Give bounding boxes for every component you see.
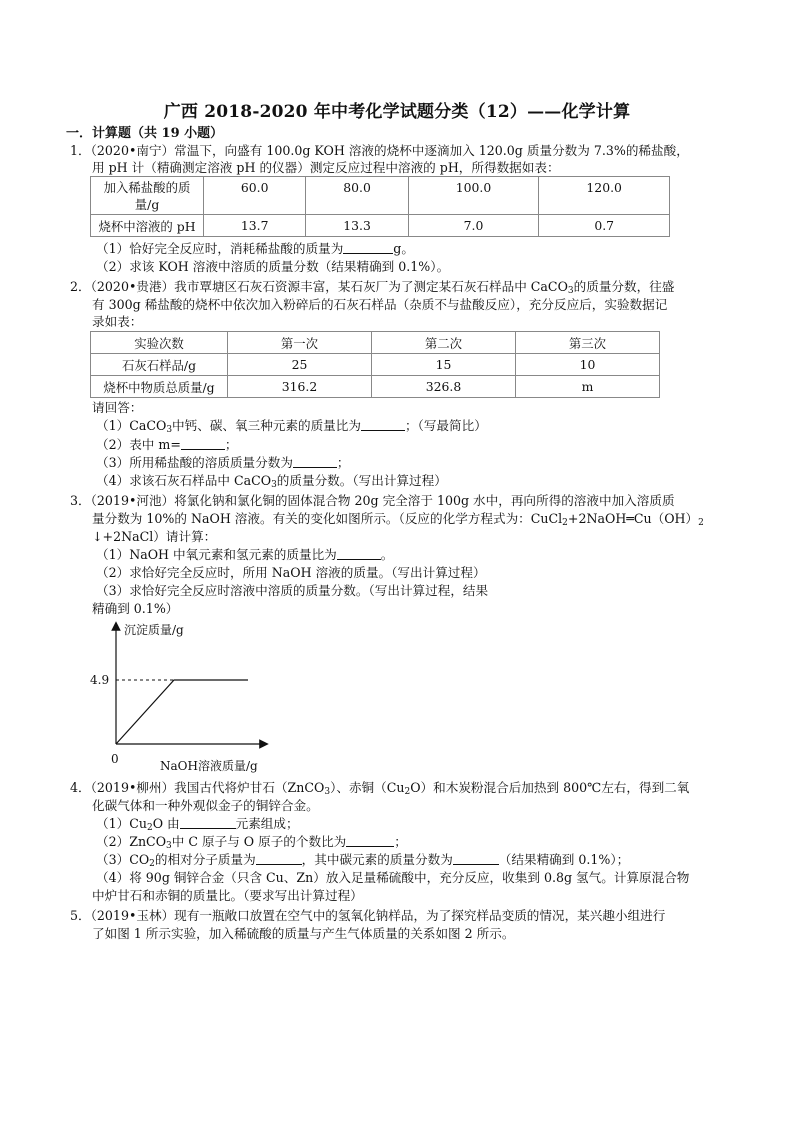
precipitate-curve: [116, 680, 248, 744]
answer-blank[interactable]: [181, 437, 225, 450]
q3-line2-text2: +2NaOH═Cu（OH）: [567, 511, 699, 526]
q2-table-cell: m: [516, 376, 660, 398]
x-axis-label: NaOH溶液质量/g: [160, 759, 258, 773]
q4-line1-text2: ）、赤铜（Cu: [330, 780, 405, 795]
subscript: 3: [166, 425, 173, 435]
q5-line1: 5．（2019•玉林）现有一瓶敞口放置在空气中的氢氧化钠样品，为了探究样品变质的情况，某兴趣小组进行: [70, 908, 666, 923]
subscript: 3: [567, 286, 574, 296]
subscript: 2: [562, 518, 568, 528]
q1-table-cell: 13.3: [306, 215, 408, 237]
q4-sub3-text: （3）CO: [96, 852, 150, 867]
y-tick-label: 4.9: [90, 673, 110, 687]
subscript: 3: [324, 787, 331, 797]
q1-table-cell: 80.0: [306, 177, 408, 215]
q1-table-cell: 60.0: [204, 177, 306, 215]
q1-line1: 1．（2020•南宁）常温下，向盛有 100.0g KOH 溶液的烧杯中逐滴加入 120.0g 质量分数为 7.3%的稀盐酸，: [70, 143, 689, 158]
answer-blank[interactable]: [343, 241, 393, 254]
q4-sub3-end: （结果精确到 0.1%）；: [498, 852, 630, 867]
q2-sub2: [96, 436, 237, 453]
q2-table-cell: 326.8: [372, 376, 516, 398]
q4-sub1-text2: O 由: [152, 816, 180, 831]
q2-sub4-text2: 的质量分数。（写出计算过程）: [276, 473, 447, 488]
q1-sub1: [96, 240, 414, 257]
q4-line1-text3: O）和木炭粉混合后加热到 800℃左右，得到二氧: [410, 780, 690, 795]
q2-table-cell: 烧杯中物质总质量/g: [91, 376, 228, 398]
q2-sub1-text2: 中钙、碳、氧三种元素的质量比为: [172, 418, 361, 433]
q2-sub2-text: （2）表中 m=: [96, 437, 181, 452]
q2-table-head: 第三次: [516, 332, 660, 354]
q1-table-cell: 0.7: [539, 215, 670, 237]
q2-table-head: 实验次数: [91, 332, 228, 354]
answer-blank[interactable]: [293, 455, 337, 468]
q1-table-row2-header: 烧杯中溶液的 pH: [91, 215, 204, 237]
q2-sub1-text: （1）CaCO: [96, 418, 167, 433]
q4-line1-text: 4．（2019•柳州）我国古代将炉甘石（ZnCO: [70, 780, 325, 795]
q5-line2: 了如图 1 所示实验，加入稀硫酸的质量与产生气体质量的关系如图 2 所示。: [92, 926, 515, 941]
q1-sub2: （2）求该 KOH 溶液中溶质的质量分数（结果精确到 0.1%）。: [96, 259, 450, 274]
q2-table-head: 第二次: [372, 332, 516, 354]
document-title: 广西 2018-2020 年中考化学试题分类（12）——化学计算: [163, 102, 631, 122]
answer-blank[interactable]: [346, 834, 394, 847]
subscript: 2: [698, 518, 704, 528]
q1-table-row1-header-a: 加入稀盐酸的质: [103, 179, 191, 195]
q1-table-cell: 120.0: [539, 177, 670, 215]
q1-table-row1-header: [91, 177, 204, 215]
subscript: 2: [149, 859, 155, 869]
q3-line1: 3．（2019•河池）将氯化钠和氯化铜的固体混合物 20g 完全溶于 100g 水中，再向所得的溶液中加入溶质质: [70, 493, 675, 508]
q4-sub2-text: （2）ZnCO: [96, 834, 167, 849]
answer-blank[interactable]: [337, 547, 381, 560]
q2-sub2-end: ；: [224, 437, 238, 452]
q2-line1-text: 2．（2020•贵港）我市覃塘区石灰石资源丰富，某石灰厂为了测定某石灰石样品中 CaCO: [70, 279, 568, 294]
q2-line2: 有 300g 稀盐酸的烧杯中依次加入粉碎后的石灰石样品（杂质不与盐酸反应），充分反应后，实验数据记: [92, 297, 668, 312]
q2-table-head: 第一次: [228, 332, 372, 354]
q1-line2: 用 pH 计（精确测定溶液 pH 的仪器）测定反应过程中溶液的 pH，所得数据如表：: [92, 160, 560, 175]
q3-sub1-end: 。: [380, 547, 394, 562]
q1-sub1-text: （1）恰好完全反应时，消耗稀盐酸的质量为: [96, 241, 344, 256]
q2-sub4: [96, 472, 447, 494]
q2-table-cell: 石灰石样品/g: [91, 354, 228, 376]
q3-line2-text: 量分数为 10%的 NaOH 溶液。有关的变化如图所示。（反应的化学方程式为：CuCl: [92, 511, 563, 526]
subscript: 3: [166, 841, 172, 851]
precipitate-graph: [86, 618, 286, 778]
q2-table-cell: 25: [228, 354, 372, 376]
q2-table-cell: 10: [516, 354, 660, 376]
q3-sub1: [96, 546, 393, 563]
q2-line3: 录如表：: [92, 314, 143, 329]
q3-sub3: （3）求恰好完全反应时溶液中溶质的质量分数。（写出计算过程，结果: [96, 583, 489, 598]
q2-line1-text-end: 的质量分数，往盛: [573, 279, 675, 294]
q3-sub2: （2）求恰好完全反应时，所用 NaOH 溶液的质量。（写出计算过程）: [96, 565, 486, 580]
q2-ask: 请回答：: [92, 400, 143, 415]
q1-table-cell: 13.7: [204, 215, 306, 237]
section-heading: 一．计算题（共 19 小题）: [66, 126, 224, 141]
q4-sub2-text2: 中 C 原子与 O 原子的个数比为: [171, 834, 347, 849]
origin-label: 0: [111, 752, 119, 766]
q4-sub2-end: ；: [394, 834, 407, 849]
q2-table-cell: 316.2: [228, 376, 372, 398]
q4-sub3-text2: 的相对分子质量为: [154, 852, 256, 867]
q4-sub1-text: （1）Cu: [96, 816, 147, 831]
q1-sub1-unit: g。: [393, 241, 414, 256]
q2-sub3-text: （3）所用稀盐酸的溶质质量分数为: [96, 455, 293, 470]
q4-line2: 化碳气体和一种外观似金子的铜锌合金。: [92, 798, 319, 813]
q2-sub3: [96, 454, 350, 471]
q2-sub4-text: （4）求该石灰石样品中 CaCO: [96, 473, 272, 488]
subscript: 2: [146, 823, 153, 833]
q1-table-cell: 7.0: [408, 215, 539, 237]
q4-sub4: （4）将 90g 铜锌合金（只含 Cu、Zn）放入足量稀硫酸中，充分反应，收集到 0.8g 氢气。计算原混合物: [96, 870, 690, 885]
answer-blank[interactable]: [453, 852, 499, 865]
q3-sub3-cont: 精确到 0.1%）: [92, 601, 179, 616]
q3-sub1-text: （1）NaOH 中氧元素和氢元素的质量比为: [96, 547, 337, 562]
q2-table: [90, 331, 660, 398]
answer-blank[interactable]: [180, 816, 236, 829]
q3-line3: ↓+2NaCl）请计算：: [92, 529, 217, 544]
q1-table-cell: 100.0: [408, 177, 539, 215]
subscript: 2: [404, 787, 411, 797]
q4-sub4-cont: 中炉甘石和赤铜的质量比。（要求写出计算过程）: [92, 888, 363, 903]
subscript: 3: [271, 480, 277, 490]
q1-table-row1-header-b: 量/g: [134, 196, 160, 212]
q4-sub3-text3: ，其中碳元素的质量分数为: [301, 852, 453, 867]
answer-blank[interactable]: [361, 418, 405, 431]
q2-table-cell: 15: [372, 354, 516, 376]
q2-sub3-end: ；: [336, 455, 350, 470]
y-axis-label: 沉淀质量/g: [124, 623, 184, 637]
answer-blank[interactable]: [256, 852, 302, 865]
q2-sub1-text3: ；（写最简比）: [404, 418, 487, 433]
q1-table: [90, 176, 670, 237]
q4-sub1-end: 元素组成；: [235, 816, 299, 831]
